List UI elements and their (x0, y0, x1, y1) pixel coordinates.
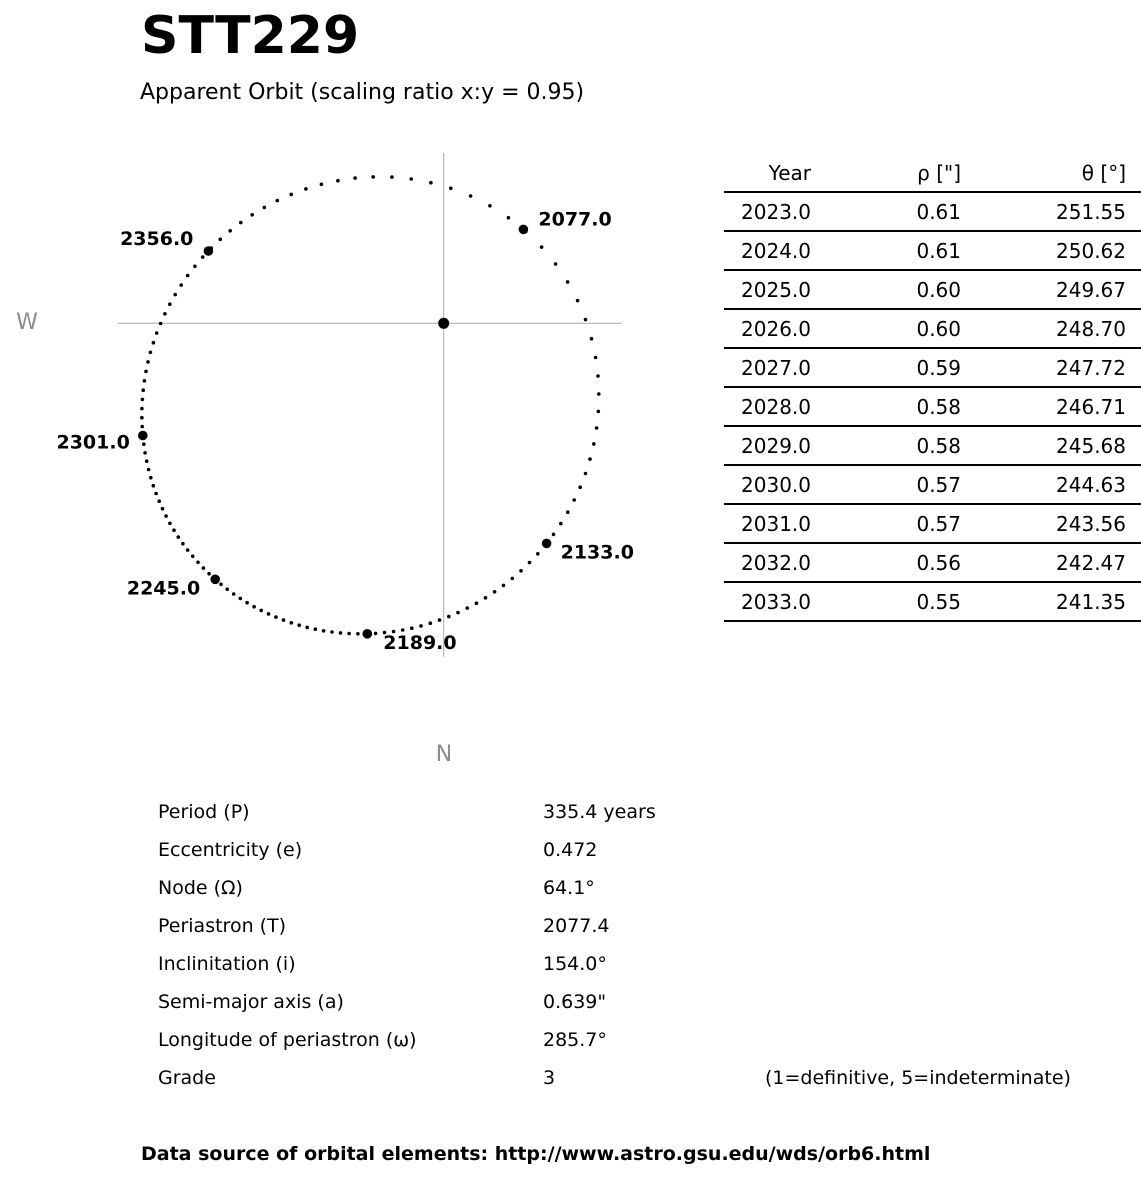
orbit-dot (149, 476, 153, 480)
grade-scale-note: (1=definitive, 5=indeterminate) (765, 1067, 1071, 1089)
year-cell: 2025.0 (724, 270, 811, 309)
column-header-theta: θ [°] (961, 154, 1141, 192)
orbit-dot (146, 360, 150, 364)
orbit-dot (419, 624, 423, 628)
orbit-dot (511, 577, 515, 581)
element-value: 3 (543, 1067, 556, 1089)
table-row (724, 231, 1141, 270)
orbit-dot (528, 561, 532, 565)
orbit-dot (305, 626, 309, 630)
orbit-dots (140, 175, 601, 636)
orbit-dot (449, 187, 453, 191)
theta-cell: 245.68 (961, 426, 1141, 465)
element-value: 285.7° (543, 1029, 607, 1051)
orbit-dot (201, 255, 205, 259)
orbit-dot (330, 630, 334, 634)
orbit-dot (493, 590, 497, 594)
epoch-label: 2189.0 (383, 631, 457, 654)
theta-cell: 244.63 (961, 465, 1141, 504)
orbit-dot (578, 485, 582, 489)
year-cell: 2024.0 (724, 231, 811, 270)
theta-cell: 247.72 (961, 348, 1141, 387)
orbit-dot (588, 457, 592, 461)
orbit-dot (172, 528, 176, 532)
orbit-dot (456, 611, 460, 615)
element-value: 335.4 years (543, 801, 656, 823)
rho-cell: 0.61 (811, 231, 961, 270)
orbit-dot (232, 592, 236, 596)
epoch-marker (138, 431, 148, 441)
data-source-note: Data source of orbital elements: http://www.astro.gsu.edu/wds/orb6.html (141, 1143, 931, 1165)
epoch-marker (210, 575, 220, 585)
orbit-dot (164, 514, 168, 518)
epoch-marker (204, 246, 214, 256)
orbit-dot (438, 618, 442, 622)
orbit-dot (186, 274, 190, 278)
element-label: Period (P) (158, 801, 250, 823)
epoch-label: 2356.0 (120, 228, 194, 250)
orbit-dot (595, 426, 599, 430)
theta-cell: 248.70 (961, 309, 1141, 348)
orbit-dot (140, 425, 144, 429)
orbit-dot (429, 181, 433, 185)
orbit-dot (259, 609, 263, 613)
orbit-dot (276, 199, 280, 203)
orbit-dot (566, 510, 570, 514)
element-row (158, 869, 1118, 907)
orbit-dot (147, 468, 151, 472)
orbit-dot (519, 569, 523, 573)
rho-cell: 0.58 (811, 426, 961, 465)
orbit-dot (559, 522, 563, 526)
element-value: 0.472 (543, 839, 598, 861)
orbit-dot (207, 572, 211, 576)
orbit-dot (245, 601, 249, 605)
orbit-dot (239, 221, 243, 225)
theta-cell: 243.56 (961, 504, 1141, 543)
orbit-dot (290, 621, 294, 625)
theta-cell: 251.55 (961, 192, 1141, 231)
orbit-dot (145, 459, 149, 463)
rho-cell: 0.57 (811, 465, 961, 504)
element-label: Node (Ω) (158, 877, 243, 899)
orbit-dot (566, 280, 570, 284)
epoch-marker (363, 629, 373, 639)
orbit-dot (465, 606, 469, 610)
orbit-dot (314, 627, 318, 631)
element-row (158, 907, 1118, 945)
orbit-dot (590, 337, 594, 341)
year-cell: 2033.0 (724, 582, 811, 621)
rho-cell: 0.57 (811, 504, 961, 543)
orbit-dot (507, 216, 511, 220)
orbit-dot (181, 542, 185, 546)
orbit-dot (219, 583, 223, 587)
orbit-dot (554, 262, 558, 266)
orbit-dot (282, 618, 286, 622)
orbit-dot (219, 238, 223, 242)
orbit-dot (144, 370, 148, 374)
rho-cell: 0.55 (811, 582, 961, 621)
element-row (158, 945, 1118, 983)
orbit-dot (540, 245, 544, 249)
year-cell: 2031.0 (724, 504, 811, 543)
epoch-marker (519, 225, 529, 235)
rho-cell: 0.61 (811, 192, 961, 231)
element-label: Inclinitation (i) (158, 953, 296, 975)
theta-cell: 249.67 (961, 270, 1141, 309)
page-title: STT229 (141, 6, 360, 66)
element-row (158, 831, 1118, 869)
orbit-dot (347, 632, 351, 636)
orbital-elements-list (158, 793, 1118, 1097)
table-row (724, 426, 1141, 465)
orbit-dot (410, 626, 414, 630)
orbit-dot (177, 535, 181, 539)
element-label: Semi-major axis (a) (158, 991, 344, 1013)
table-row (724, 543, 1141, 582)
orbit-dot (168, 302, 172, 306)
orbit-dot (536, 552, 540, 556)
theta-cell: 242.47 (961, 543, 1141, 582)
orbit-dot (488, 204, 492, 208)
table-row (724, 465, 1141, 504)
table-row (724, 309, 1141, 348)
orbit-dot (186, 548, 190, 552)
rho-cell: 0.58 (811, 387, 961, 426)
orbit-dot (140, 407, 144, 411)
orbit-dot (371, 175, 375, 179)
orbit-dot (267, 612, 271, 616)
orbit-dot (239, 597, 243, 601)
orbit-dot (374, 632, 378, 636)
page-subtitle: Apparent Orbit (scaling ratio x:y = 0.95) (140, 80, 585, 105)
ephemeris-table (724, 154, 1141, 622)
element-label: Longitude of periastron (ω) (158, 1029, 417, 1051)
orbit-dot (322, 629, 326, 633)
orbit-dot (339, 631, 343, 635)
epoch-marker (542, 539, 552, 549)
orbit-dot (429, 621, 433, 625)
column-header-year: Year (724, 154, 811, 192)
orbit-dot (179, 283, 183, 287)
orbit-dot (552, 533, 556, 537)
orbit-dot (140, 416, 144, 420)
orbit-dot (484, 596, 488, 600)
table-row (724, 582, 1141, 621)
orbit-dot (336, 179, 340, 183)
orbit-dot (263, 206, 267, 210)
orbit-dot (159, 322, 163, 326)
year-cell: 2029.0 (724, 426, 811, 465)
element-label: Grade (158, 1067, 216, 1089)
west-axis-label: W (16, 310, 38, 335)
orbit-dot (154, 492, 158, 496)
orbit-dot (191, 555, 195, 559)
orbit-dot (289, 193, 293, 197)
table-row (724, 504, 1141, 543)
orbit-dot (356, 632, 360, 636)
element-value: 0.639" (543, 991, 607, 1013)
orbit-dot (173, 293, 177, 297)
epoch-label: 2077.0 (538, 208, 612, 231)
orbit-dot (390, 175, 394, 179)
table-row (724, 387, 1141, 426)
epoch-label: 2245.0 (126, 577, 201, 600)
element-row (158, 983, 1118, 1021)
orbit-dot (228, 229, 232, 233)
orbit-dot (152, 341, 156, 345)
orbit-dot (225, 587, 229, 591)
orbit-dot (155, 331, 159, 335)
north-axis-label: N (435, 742, 453, 767)
orbit-dot (196, 561, 200, 565)
orbit-dot (157, 499, 161, 503)
orbit-dot (594, 356, 598, 360)
column-header-rho: ρ ["] (811, 154, 961, 192)
orbit-dot (447, 615, 451, 619)
orbit-dot (193, 265, 197, 269)
orbit-dot (250, 213, 254, 217)
orbit-dot (409, 177, 413, 181)
orbit-dot (143, 379, 147, 383)
year-cell: 2030.0 (724, 465, 811, 504)
orbit-dot (141, 398, 145, 402)
orbit-dot (161, 507, 165, 511)
year-cell: 2028.0 (724, 387, 811, 426)
orbit-dot (152, 484, 156, 488)
orbit-dot (202, 566, 206, 570)
year-cell: 2032.0 (724, 543, 811, 582)
orbit-dot (584, 318, 588, 322)
table-row (724, 192, 1141, 231)
epoch-label: 2133.0 (560, 541, 634, 564)
orbit-dot (143, 451, 147, 455)
primary-star-marker (438, 318, 449, 329)
orbit-dot (304, 187, 308, 191)
orbit-dot (597, 392, 601, 396)
orbit-dot (469, 194, 473, 198)
element-value: 2077.4 (543, 915, 610, 937)
year-cell: 2026.0 (724, 309, 811, 348)
year-cell: 2027.0 (724, 348, 811, 387)
orbit-dot (597, 410, 601, 414)
rho-cell: 0.60 (811, 270, 961, 309)
orbit-dot (297, 623, 301, 627)
orbit-dot (320, 183, 324, 187)
orbit-dot (252, 605, 256, 609)
orbit-dot (576, 299, 580, 303)
orbit-dot (141, 388, 145, 392)
theta-cell: 250.62 (961, 231, 1141, 270)
epoch-label: 2301.0 (56, 431, 130, 454)
ephemeris-header-row (724, 154, 1141, 192)
orbit-dot (149, 351, 153, 355)
orbit-dot (572, 498, 576, 502)
theta-cell: 241.35 (961, 582, 1141, 621)
element-value: 154.0° (543, 953, 607, 975)
table-row (724, 348, 1141, 387)
orbit-dot (584, 472, 588, 476)
orbit-dot (475, 601, 479, 605)
orbit-dot (592, 442, 596, 446)
rho-cell: 0.60 (811, 309, 961, 348)
orbit-dot (502, 584, 506, 588)
orbit-dot (274, 615, 278, 619)
orbit-dot (353, 176, 357, 180)
element-label: Eccentricity (e) (158, 839, 303, 861)
orbit-dot (168, 522, 172, 526)
element-label: Periastron (T) (158, 915, 287, 937)
table-row (724, 270, 1141, 309)
element-row (158, 1059, 1118, 1097)
orbit-dot (163, 312, 167, 316)
orbit-dot (596, 374, 600, 378)
element-row (158, 793, 1118, 831)
rho-cell: 0.56 (811, 543, 961, 582)
theta-cell: 246.71 (961, 387, 1141, 426)
element-value: 64.1° (543, 877, 595, 899)
element-row (158, 1021, 1118, 1059)
rho-cell: 0.59 (811, 348, 961, 387)
year-cell: 2023.0 (724, 192, 811, 231)
orbit-dot (142, 442, 146, 446)
